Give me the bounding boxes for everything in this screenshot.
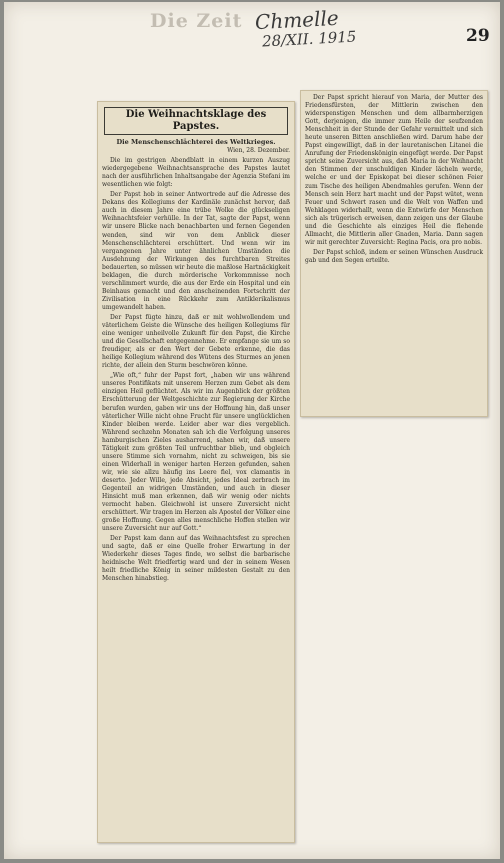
- article-paragraph: Der Papst hob in seiner Antwortrede auf die Adresse des Dekans des Kollegiums der Kardinäle zunächst hervor, daß auch in diesem Jahre eine trübe Wolke die glückseligen Weihnachtsfeier verhülle. In der Tat, sagte der Papst, wenn wir unsere Blicke nach benachbarten und fernen Gegenden wenden, sind wir von dem Anblick dieser Menschenschlächterei erschüttert. Und wenn wir im vergangenen Jahre unter ähnlichen Umständen die Ausdehnung der Wirkungen des furchtbaren Streites bedauerten, so müssen wir heute die maßlose Hartnäckigkeit beklagen, die durch mörderische Vorkommnisse noch verschlimmert wurde, die aus der Erde ein Hospital und ein Beinhaus gemacht und den anscheinenden Fortschritt der Zivilisation in eine Rückkehr zum Antiklerikalismus umgewandelt haben.: [102, 191, 290, 311]
- article-closing-paragraph: Der Papst schloß, indem er seinen Wünschen Ausdruck gab und den Segen erteilte.: [305, 248, 483, 264]
- handwritten-date: 28/XII. 1915: [261, 27, 357, 51]
- article-paragraph: Der Papst spricht hierauf von Maria, der Mutter des Friedensfürsten, der Mittlerin zwischen den widerspenstigen Menschen und dem allbarmherzigen Gott, derjenigen, die immer zum Heile der seufzenden Menschheit in der Stunde der Gefahr vermittelt und sich heute unseren Bitten anschließen wird. Darum habe der Papst eingewilligt, daß in der lauretanischen Litanei die Anrufung der Friedenskönigin eingefügt werde. Der Papst spricht seine Zuversicht aus, daß Maria in der Weihnacht den Stimmen der unschuldigen Kinder lächeln werde, welche er und der Episkopat bei dieser schönen Feier zum Tische des heiligen Abendmahles gerufen. Wenn der Mensch sein Herz hart macht und der Papst wütet, wenn Feuer und Schwert rasen und die Welt von Waffen und Wehklagen widerhallt, wenn die Entwürfe der Menschen sich als trügerisch erweisen, dann zeigen uns der Glaube und die Geschichte als einziges Heil die flehende Allmacht, die Mittlerin aller Gnaden, Maria. Dann sagen wir mit gerechter Zuversicht: Regina Pacis, ora pro nobis.: [305, 94, 483, 246]
- page-number: 29: [466, 26, 490, 46]
- article-dateline: Wien, 28. Dezember.: [227, 147, 290, 155]
- handwritten-note: Chmelle: [254, 5, 340, 35]
- article-paragraph: „Wie oft,“ fuhr der Papst fort, „haben wir uns während unseres Pontifikats mit unserem Herzen zum Gebet als dem einzigen Heil geflüchtet. Als wir im Augenblick der größten Erschütterung der Weltgeschichte zur Regierung der Kirche berufen wurden, gaben wir uns der Hoffnung hin, daß unser väterlicher Wille nicht ohne Frucht für unsere unglücklichen Kinder bleiben werde. Leider aber war dies vergeblich. Während sechzehn Monaten sah ich die Verfolgung unseres hamburgischen Zieles ausharrend, sahen wir, daß unsere Tätigkeit zum größten Teil unfruchtbar blieb, und obgleich unsere Stimme sich vornahm, nicht zu schweigen, bis sie einen Widerhall in weniger harten Herzen gefunden, sahen wir, wie sie allzu häufig ins Leere fiel, vox clamantis in deserto. Jeder Wille, jede Absicht, jedes Ideal zerbrach im Gegenteil an widrigen Umständen, und auch in dieser Hinsicht muß man erkennen, daß wir wenig oder nichts vermocht haben. Gleichwohl ist unsere Zuversicht nicht erschüttert. Wir tragen im Herzen als Apostel der Völker eine große Hoffnung. Gegen alles menschliche Hoffen stellen wir unsere Zuversicht nur auf Gott.“: [102, 372, 290, 533]
- newspaper-masthead: Die Zeit: [150, 10, 243, 32]
- article-paragraph: Der Papst fügte hinzu, daß er mit wohlwollendem und väterlichem Geiste die Wünsche des heiligen Kollegiums für eine weniger unheilvolle Zukunft für den Papst, die Kirche und die Gesellschaft entgegennehme. Er empfange sie um so freudiger, als er den Wert der Gebete erkenne, die das heilige Kollegium während des Wütens des Sturmes an jenen richte, der allein den Sturm beschwören könne.: [102, 313, 290, 370]
- article-headline: Die Weihnachtsklage des Papstes.: [104, 107, 288, 135]
- article-paragraph: Der Papst kam dann auf das Weihnachtsfest zu sprechen und sagte, daß er eine Quelle froher Erwartung in der Wiederkehr dieses Tages finde, wo selbst die barbarische heidnische Welt friedfertig ward und der in seinem Wesen heilt friedliche König in seiner mildesten Gestalt zu den Menschen hinabstieg.: [102, 535, 290, 583]
- article-paragraph: Die im gestrigen Abendblatt in einem kurzen Auszug wiedergegebene Weihnachtsansprache des Papstes lautet nach der ausführlichen Inhaltsangabe der Agenzia Stefani im wesentlichen wie folgt:: [102, 157, 290, 189]
- article-subheading: Die Menschenschlächterei des Weltkrieges.: [116, 138, 276, 146]
- newspaper-clipping-right: [300, 90, 488, 417]
- newspaper-clipping-left: [97, 101, 295, 843]
